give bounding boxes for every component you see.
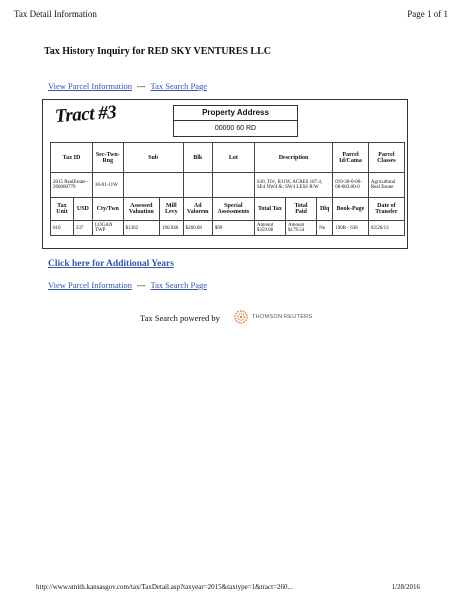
thomson-reuters-logo-icon bbox=[234, 310, 248, 324]
col-parcel-id: Parcel Id/Cama bbox=[333, 143, 369, 173]
col-tax-id: Tax ID bbox=[51, 143, 93, 173]
col-assessed-valuation: Assessed Valuation bbox=[123, 198, 159, 221]
cell-special-assessments: $99 bbox=[212, 221, 254, 236]
page-url: http://www.smith.kansasgov.com/tax/TaxDetail.asp?taxyear=2015&taxtype=1&tract=260... bbox=[36, 583, 293, 591]
cell-assessed-valuation: $1362 bbox=[123, 221, 159, 236]
cell-total-paid: Amount $179.54 bbox=[285, 221, 316, 236]
col-ad-valorem: Ad Valorem bbox=[183, 198, 212, 221]
col-description: Description bbox=[254, 143, 332, 173]
cell-cty-twn: LOGAN TWP bbox=[92, 221, 123, 236]
additional-years-link[interactable]: Click here for Additional Years bbox=[48, 259, 174, 269]
col-tax-unit: Tax Unit bbox=[51, 198, 74, 221]
powered-by-text: Tax Search powered by bbox=[140, 313, 220, 323]
property-address-value: 00000 60 RD bbox=[214, 125, 257, 132]
page-header-title: Tax Detail Information bbox=[14, 9, 97, 19]
col-special-assessments: Special Assessments bbox=[212, 198, 254, 221]
page-number: Page 1 of 1 bbox=[407, 9, 448, 19]
thomson-reuters-wordmark: THOMSON REUTERS bbox=[252, 314, 313, 320]
cell-tax-id: 2015 RealEstate - 260000770 bbox=[51, 173, 93, 198]
col-cty-twn: Cty/Twn bbox=[92, 198, 123, 221]
cell-parcel-classes: Agricultural Real Estate bbox=[368, 173, 404, 198]
page-title: Tax History Inquiry for RED SKY VENTURES LLC bbox=[44, 46, 271, 57]
cell-blk bbox=[183, 173, 212, 198]
col-lot: Lot bbox=[212, 143, 254, 173]
property-address-box bbox=[173, 105, 298, 137]
cell-date-of-transfer: 02/26/13 bbox=[368, 221, 404, 236]
col-date-of-transfer: Date of Transfer bbox=[368, 198, 404, 221]
col-parcel-classes: Parcel Classes bbox=[368, 143, 404, 173]
view-parcel-link[interactable]: View Parcel Information bbox=[48, 81, 132, 91]
col-book-page: Book-Page bbox=[333, 198, 369, 221]
col-total-paid: Total Paid bbox=[285, 198, 316, 221]
table-header-row bbox=[51, 143, 405, 173]
col-usd: USD bbox=[73, 198, 92, 221]
col-total-tax: Total Tax bbox=[254, 198, 285, 221]
col-sec-twn-rng: Sec-Twn-Rng bbox=[92, 143, 123, 173]
table-row bbox=[51, 221, 405, 236]
cell-description: S30, T01, R11W, ACRES 187.4, SE4 NW4 &; SW4 LESS R/W bbox=[254, 173, 332, 198]
col-mill-levy: Mill Levy bbox=[159, 198, 183, 221]
property-address-label: Property Address bbox=[174, 106, 297, 121]
handwritten-annotation: Tract #3 bbox=[54, 101, 117, 128]
tax-search-link[interactable]: Tax Search Page bbox=[150, 81, 208, 91]
col-dlq: Dlq bbox=[317, 198, 333, 221]
print-date: 1/28/2016 bbox=[391, 583, 420, 591]
cell-sub bbox=[123, 173, 183, 198]
cell-book-page: 190R - 638 bbox=[333, 221, 369, 236]
cell-usd: 237 bbox=[73, 221, 92, 236]
cell-dlq: No bbox=[317, 221, 333, 236]
cell-lot bbox=[212, 173, 254, 198]
top-links bbox=[48, 81, 207, 91]
link-separator: --- bbox=[137, 280, 146, 290]
col-blk: Blk bbox=[183, 143, 212, 173]
view-parcel-link[interactable]: View Parcel Information bbox=[48, 280, 132, 290]
cell-mill-levy: 190.946 bbox=[159, 221, 183, 236]
cell-tax-unit: 010 bbox=[51, 221, 74, 236]
table-row bbox=[51, 173, 405, 198]
cell-parcel-id: 019-30-0-00-00-003.00-0 bbox=[333, 173, 369, 198]
table-header-row bbox=[51, 198, 405, 221]
tax-detail-table bbox=[50, 142, 405, 236]
link-separator: --- bbox=[137, 81, 146, 91]
cell-total-tax: Amount $359.08 bbox=[254, 221, 285, 236]
cell-ad-valorem: $260.08 bbox=[183, 221, 212, 236]
bottom-links bbox=[48, 280, 207, 290]
col-sub: Sub bbox=[123, 143, 183, 173]
cell-sec-twn-rng: 30-01-11W bbox=[92, 173, 123, 198]
tax-search-link[interactable]: Tax Search Page bbox=[150, 280, 208, 290]
